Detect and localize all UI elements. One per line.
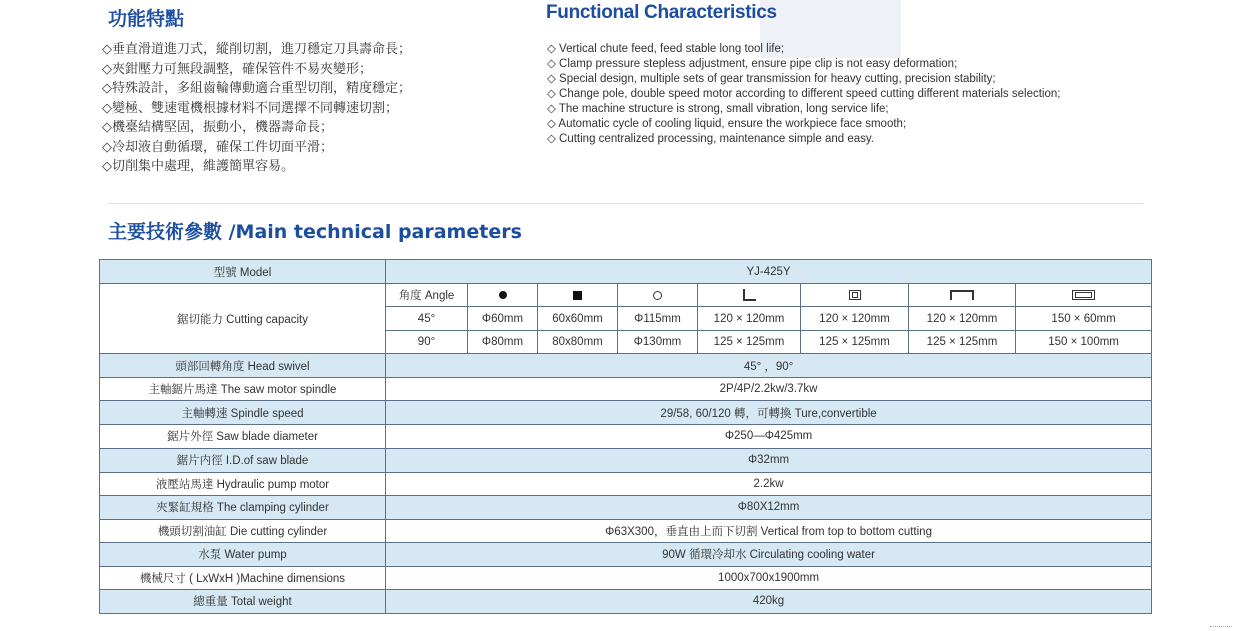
feature-item-cn: ◇垂直滑道進刀式，縱削切割，進刀穩定刀具壽命長； — [102, 42, 411, 57]
shape-cell — [1016, 284, 1152, 307]
row-value: 420kg — [386, 589, 1152, 613]
shape-cell — [618, 284, 698, 307]
shape-cell — [468, 284, 538, 307]
table-row — [100, 284, 1152, 307]
table-row — [100, 354, 1152, 378]
page-corner-mark — [1210, 626, 1232, 629]
feature-item-en: ◇ Special design, multiple sets of gear transmission for heavy cutting, precision stability; — [547, 73, 996, 85]
capacity-cell: 125 × 125mm — [801, 331, 909, 354]
channel-steel-icon — [950, 290, 974, 300]
shape-cell — [909, 284, 1016, 307]
row-label: 夾緊缸規格 The clamping cylinder — [100, 495, 386, 519]
feature-item-en: ◇ Clamp pressure stepless adjustment, ensure pipe clip is not easy deformation; — [547, 58, 958, 70]
table-row — [100, 566, 1152, 589]
angle-header: 角度 Angle — [386, 284, 468, 307]
capacity-cell: 125 × 125mm — [909, 331, 1016, 354]
row-value: Φ63X300，垂直由上而下切割 Vertical from top to bottom cutting — [386, 519, 1152, 542]
row-label: 鋸切能力 Cutting capacity — [100, 284, 386, 354]
round-tube-icon — [653, 291, 662, 300]
features-title-cn: 功能特點 — [108, 8, 185, 30]
params-title: 主要技術參數 /Main technical parameters — [108, 221, 522, 243]
row-label: 頭部回轉角度 Head swivel — [100, 354, 386, 378]
feature-item-en: ◇ Change pole, double speed motor according to different speed cutting different materials selection; — [547, 88, 1061, 100]
capacity-cell: 120 × 120mm — [698, 307, 801, 331]
square-solid-icon — [573, 291, 582, 300]
params-table — [99, 259, 1152, 614]
feature-item-en: ◇ Automatic cycle of cooling liquid, ensure the workpiece face smooth; — [547, 118, 907, 130]
feature-item-cn: ◇夾鉗壓力可無段調整，確保管件不易夾變形； — [102, 61, 372, 77]
feature-item-en: ◇ Vertical chute feed, feed stable long tool life; — [547, 43, 785, 55]
row-label: 型號 Model — [100, 260, 386, 284]
feature-item-cn: ◇切削集中處理，維護簡單容易。 — [102, 159, 294, 174]
row-label: 主軸鋸片馬達 The saw motor spindle — [100, 378, 386, 401]
round-solid-icon — [499, 291, 507, 299]
angle-cell: 90° — [386, 331, 468, 354]
shape-cell — [698, 284, 801, 307]
feature-item-cn: ◇機臺結構堅固，振動小，機器壽命長； — [102, 120, 333, 135]
row-value: Φ32mm — [386, 448, 1152, 472]
row-value: 29/58, 60/120 轉，可轉換 Ture,convertible — [386, 401, 1152, 425]
row-value: Φ250—Φ425mm — [386, 425, 1152, 448]
capacity-cell: 60x60mm — [538, 307, 618, 331]
capacity-cell: 120 × 120mm — [909, 307, 1016, 331]
row-label: 機械尺寸 ( LxWxH )Machine dimensions — [100, 566, 386, 589]
row-value: 1000x700x1900mm — [386, 566, 1152, 589]
section-divider — [108, 203, 1143, 204]
angle-cell: 45° — [386, 307, 468, 331]
row-value: 2.2kw — [386, 472, 1152, 495]
row-value: YJ-425Y — [386, 260, 1152, 284]
table-row — [100, 542, 1152, 566]
row-label: 主軸轉速 Spindle speed — [100, 401, 386, 425]
capacity-cell: 125 × 125mm — [698, 331, 801, 354]
row-label: 鋸片内徑 I.D.of saw blade — [100, 448, 386, 472]
capacity-cell: Φ130mm — [618, 331, 698, 354]
angle-steel-icon — [743, 289, 756, 301]
table-row — [100, 589, 1152, 613]
features-title-en: Functional Characteristics — [546, 2, 777, 23]
feature-item-en: ◇ Cutting centralized processing, maintenance simple and easy. — [547, 133, 874, 145]
capacity-cell: Φ80mm — [468, 331, 538, 354]
row-label: 液壓站馬達 Hydraulic pump motor — [100, 472, 386, 495]
table-row — [100, 495, 1152, 519]
row-label: 水泵 Water pump — [100, 542, 386, 566]
shape-cell — [801, 284, 909, 307]
row-label: 鋸片外徑 Saw blade diameter — [100, 425, 386, 448]
table-row — [100, 425, 1152, 448]
table-row — [100, 472, 1152, 495]
square-tube-icon — [849, 290, 861, 300]
row-value: Φ80X12mm — [386, 495, 1152, 519]
feature-item-cn: ◇特殊設計，多組齒輪傳動適合重型切削，精度穩定； — [102, 81, 411, 96]
feature-item-en: ◇ The machine structure is strong, small vibration, long service life; — [547, 103, 889, 115]
row-label: 機頭切割油缸 Die cutting cylinder — [100, 519, 386, 542]
table-row — [100, 378, 1152, 401]
features-list-cn — [102, 40, 411, 177]
feature-item-cn: ◇冷却液自動循環，確保工件切面平滑； — [102, 139, 333, 155]
table-row — [100, 260, 1152, 284]
row-label: 總重量 Total weight — [100, 589, 386, 613]
capacity-cell: 150 × 100mm — [1016, 331, 1152, 354]
capacity-cell: 120 × 120mm — [801, 307, 909, 331]
shape-cell — [538, 284, 618, 307]
features-list-en — [547, 42, 1107, 147]
capacity-cell: 150 × 60mm — [1016, 307, 1152, 331]
rect-tube-icon — [1072, 290, 1095, 300]
table-row — [100, 448, 1152, 472]
row-value: 90W 循環冷却水 Circulating cooling water — [386, 542, 1152, 566]
capacity-cell: Φ60mm — [468, 307, 538, 331]
table-row — [100, 519, 1152, 542]
capacity-cell: Φ115mm — [618, 307, 698, 331]
feature-item-cn: ◇變極、雙速電機根據材料不同選擇不同轉速切割； — [102, 100, 398, 116]
table-row — [100, 401, 1152, 425]
row-value: 45° ，90° — [386, 354, 1152, 378]
row-value: 2P/4P/2.2kw/3.7kw — [386, 378, 1152, 401]
capacity-cell: 80x80mm — [538, 331, 618, 354]
